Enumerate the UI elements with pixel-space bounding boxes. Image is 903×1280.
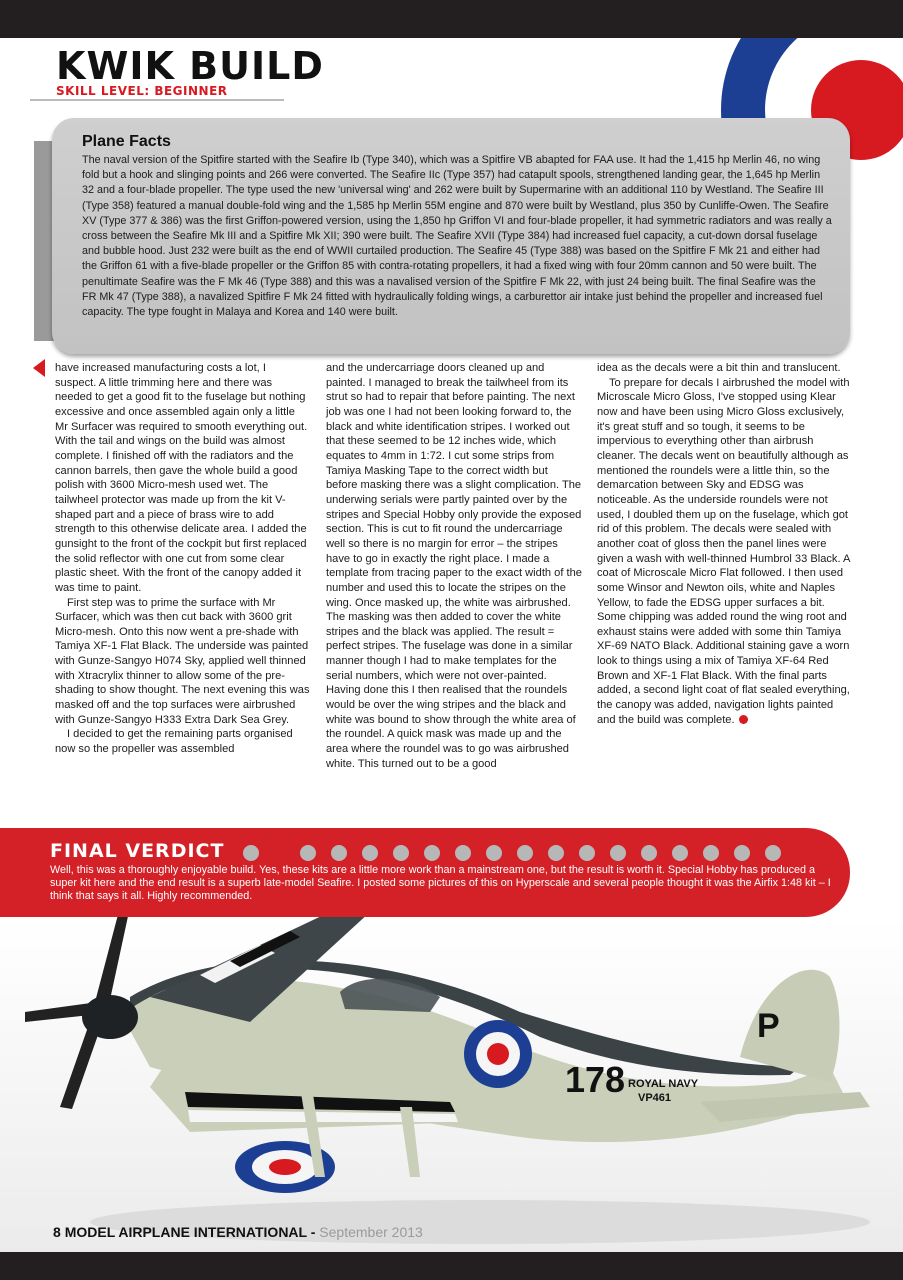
dot-icon	[548, 845, 564, 861]
header-divider	[30, 99, 284, 101]
dot-icon	[331, 845, 347, 861]
article-column-1	[55, 361, 310, 757]
model-photo	[0, 917, 903, 1252]
serial-label: VP461	[638, 1092, 672, 1104]
verdict-title: FINAL VERDICT	[50, 840, 225, 862]
paragraph: have increased manufacturing costs a lot, I suspect. A little trimming here and there was needed to get a good fit to the fuselage but nothing excessive and once assembled again only a little Mr Surfacer was required to smooth everything out. With the tail and wings on the build was almost complete. I finished off with the radiators and the cannon barrels, then gave the whole build a good polish with 3600 Micro-mesh used wet. The tailwheel protector was made up from the kit V-shaped part and a piece of brass wire to add strength to this otherwise delicate area. I added the gunsight to the front of the cockpit but first replaced the solid reflector with one cut from some clear plastic sheet. With the front of the canopy added it was time to paint.	[55, 362, 308, 594]
dot-icon	[672, 845, 688, 861]
page-number: 8	[53, 1224, 61, 1240]
dot-icon	[610, 845, 626, 861]
dot-icon	[703, 845, 719, 861]
seafire-model-illustration	[0, 917, 903, 1252]
bottom-bar	[0, 1252, 903, 1280]
issue-date: September 2013	[319, 1224, 423, 1240]
dot-icon	[517, 845, 533, 861]
top-bar	[0, 0, 903, 38]
paragraph: I decided to get the remaining parts organised now so the propeller was assembled	[55, 728, 293, 756]
continued-arrow-icon	[33, 359, 45, 377]
dot-icon	[579, 845, 595, 861]
magazine-name: MODEL AIRPLANE INTERNATIONAL -	[64, 1224, 316, 1240]
verdict-dots	[243, 845, 781, 861]
final-verdict-banner	[0, 828, 850, 917]
paragraph: First step was to prime the surface with Mr Surfacer, which was then cut back with 3600 grit Micro-mesh. Onto this now went a pre-shade with Tamiya XF-1 Flat Black. The underside was painted with Gunze-Sangyo H074 Sky, applied well thinned with Xtracrylix thinner to allow some of the pre-shading to show thought. The next evening this was masked off and the top surfaces were airbrushed with Gunze-Sangyo H333 Extra Dark Sea Grey.	[55, 596, 310, 726]
dot-icon	[243, 845, 259, 861]
plane-facts-title: Plane Facts	[82, 133, 171, 150]
plane-facts-panel	[52, 118, 850, 354]
royal-navy-label: ROYAL NAVY	[628, 1078, 699, 1090]
plane-facts-body: The naval version of the Spitfire started with the Seafire Ib (Type 340), which was a Spitfire VB abapted for FAA use. It had the 1,415 hp Merlin 46, no wing fold but a hook and slinging points and 266 were converted. The Seafire IIc (Type 357) had catapult spools, strengthened landing gear, the 1,645 hp Merlin 32 and a four-blade propeller. The type used the new 'universal wing' and 262 were built by Supermarine with an additional 110 by Westland. The Seafire III (Type 358) featured a manual double-fold wing and the 1,585 hp Merlin 55M engine and 870 were built by Westland, plus 350 by Cunliffe-Owen. The Seafire XV (Type 377 & 386) was the first Griffon-powered version, using the 1,850 hp Griffon VI and four-blade propeller, it had symmetric radiators and was really a cross between the Seafire Mk III and a Spitfire Mk XII; 390 were built. The Seafire XVII (Type 384) had increased fuel capacity, a cut-down dorsal fuselage and bubble hood. Just 232 were built as the end of WWII curtailed production. The Seafire 45 (Type 388) was based on the Spitfire F Mk 21 and either had the Griffon 61 with a five-blade propeller or the Griffon 85 with contra-rotating propellers, it had a fixed wing with four 20mm cannon and 50 were built. The penultimate Seafire was the F Mk 46 (Type 388) and this was a navalised version of the Spitfire F Mk 22, with just 24 being built. The final Seafire was the FR Mk 47 (Type 388), a navalized Spitfire F Mk 24 fitted with hydraulically folding wings, a carburettor air intake just behind the propeller and increased fuel capacity. The type fought in Malaya and Korea and 140 were built.	[82, 154, 832, 319]
page-footer	[53, 1224, 423, 1240]
section-title: KWIK BUILD	[56, 44, 324, 88]
skill-level-label: SKILL LEVEL: BEGINNER	[56, 84, 228, 98]
fuselage-code: 178	[565, 1059, 626, 1100]
paragraph: idea as the decals were a bit thin and translucent.	[597, 362, 841, 374]
dot-icon	[734, 845, 750, 861]
dot-icon	[362, 845, 378, 861]
dot-icon	[455, 845, 471, 861]
dot-icon	[486, 845, 502, 861]
dot-icon	[641, 845, 657, 861]
dot-icon	[765, 845, 781, 861]
end-mark-icon	[739, 715, 748, 724]
paragraph-last	[597, 376, 853, 728]
tail-letter: P	[757, 1007, 780, 1045]
dot-icon	[393, 845, 409, 861]
article-column-3	[597, 361, 853, 727]
dot-icon	[424, 845, 440, 861]
paragraph-text: To prepare for decals I airbrushed the model with Microscale Micro Gloss, I've stopped using Klear now and have been using Micro Gloss exclusively, it's great stuff and so tough, it seems to be impervious to everything other than airbrush cleaner. The decals went on beautifully although as mentioned the roundels were a little thin, so the demarcation between Sky and EDSG was noticeable. As the underside roundels were not used, I doubled them up on the fuselage, which got rid of this problem. The decals were sealed with another coat of gloss then the panel lines were given a wash with well-thinned Humbrol 33 Black. A coat of Microscale Micro Flat followed. I then used some Winsor and Newton oils, white and Naples Yellow, to fade the EDSG upper surfaces a bit. Some chipping was added round the wing root and exhaust stains were added with some thin Tamiya XF-69 NATO Black. Additional staining gave a worn look to things using a mix of Tamiya XF-64 Red Brown and XF-1 Flat Black. With the final parts added, a second light coat of flat sealed everything, the canopy was added, navigation lights painted and the build was complete.	[597, 376, 850, 726]
verdict-text: Well, this was a thoroughly enjoyable build. Yes, these kits are a little more work than a mainstream one, but the result is worth it. Special Hobby has produced a super kit here and the end result is a superb late-model Seafire. I posted some pictures of this on Hyperscale and several people thought it was the Airfix 1:48 kit – I think that says it all. Highly recommended.	[50, 864, 831, 902]
article-column-2	[326, 361, 582, 771]
paragraph: and the undercarriage doors cleaned up and painted. I managed to break the tailwheel from its strut so had to repair that before painting. The next job was one I had not been looking forward to, the black and white identification stripes. I worked out that these seemed to be 12 inches wide, which equates to 4mm in 1:72. I cut some strips from Tamiya Masking Tape to the correct width but before masking there was a slight complication. The underwing serials were partly painted over by the stripes and Special Hobby only provide the exposed section. This is cut to fit round the undercarriage well so there is no margin for error – the stripes have to go in exactly the right place. I made a template from tracing paper to the exact width of the number and used this to locate the stripes on the wing. Once masked up, the white was airbrushed. The masking was then added to cover the white stripes and the black was applied. The result = perfect stripes. The fuselage was done in a similar manner though I had to make templates for the serial numbers, which were not over-painted. Having done this I then realised that the roundels would be over the wing stripes and the black and white was bound to show through the white area of the roundel. A quick mask was made up and the area where the roundel was to go was airbrushed white. This turned out to be a good	[326, 362, 582, 770]
dot-icon	[300, 845, 316, 861]
